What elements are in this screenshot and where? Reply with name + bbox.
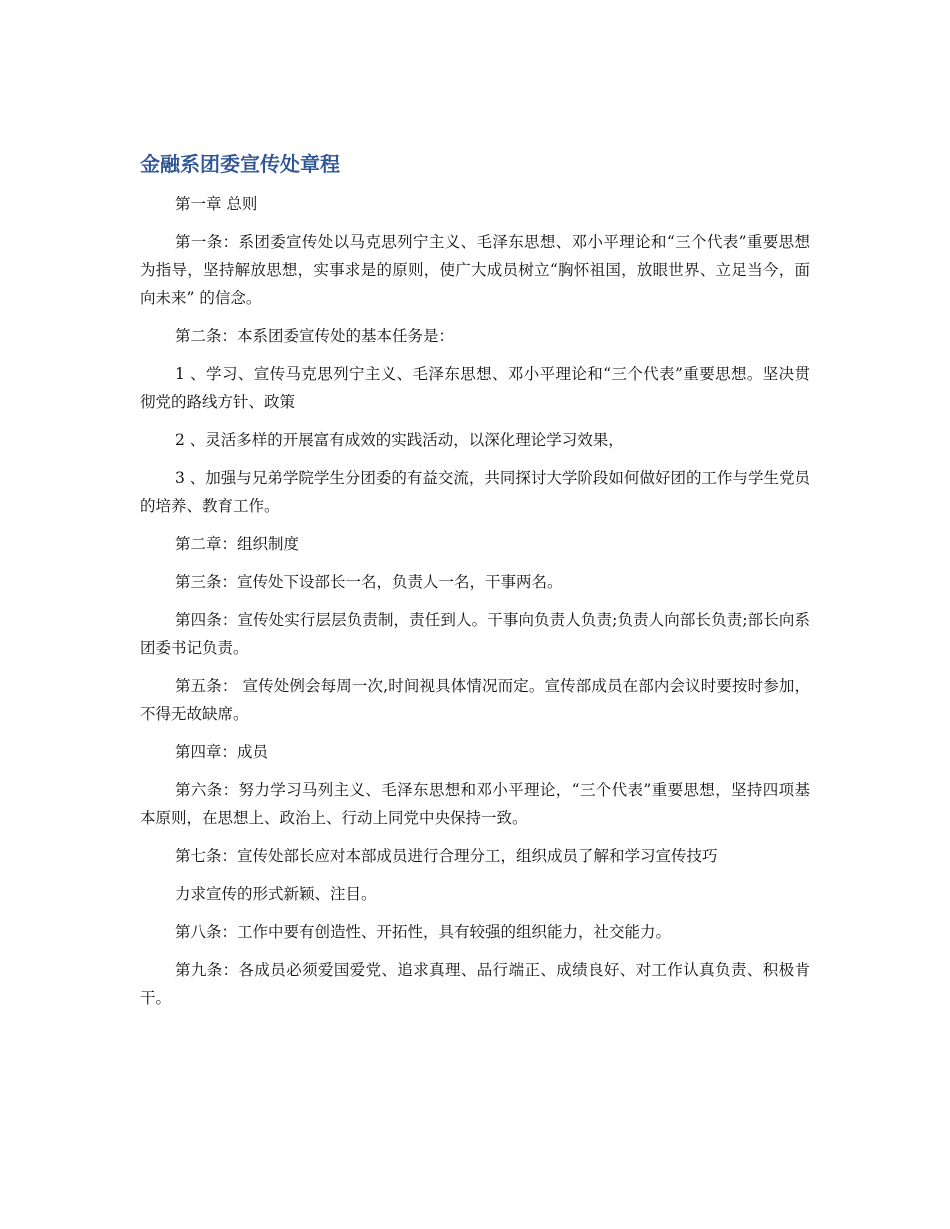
article-2: 第二条：本系团委宣传处的基本任务是： <box>175 327 455 345</box>
article-7: 第七条：宣传处部长应对本部成员进行合理分工，组织成员了解和学习宣传技巧 <box>175 847 718 865</box>
chapter-1-heading: 第一章 总则 <box>175 195 258 213</box>
document-page <box>140 148 810 1022</box>
article-2-item-2: 2 、灵活多样的开展富有成效的实践活动，以深化理论学习效果， <box>175 431 624 449</box>
article-2-item-3: 3 、加强与兄弟学院学生分团委的有益交流，共同探讨大学阶段如何做好团的工作与学生党员的培养、教育工作。 <box>140 469 810 515</box>
chapter-4-heading: 第四章：成员 <box>175 743 269 761</box>
article-7-continuation: 力求宣传的形式新颖、注目。 <box>175 885 377 903</box>
article-3: 第三条：宣传处下设部长一名，负责人一名，干事两名。 <box>175 573 563 591</box>
article-8: 第八条：工作中要有创造性、开拓性，具有较强的组织能力，社交能力。 <box>175 923 672 941</box>
article-1: 第一条：系团委宣传处以马克思列宁主义、毛泽东思想、邓小平理论和“三个代表”重要思想为指导，坚持解放思想，实事求是的原则，使广大成员树立“胸怀祖国，放眼世界、立足当今，面向未来” 的信念。 <box>140 233 810 307</box>
article-4: 第四条：宣传处实行层层负责制，责任到人。干事向负责人负责;负责人向部长负责;部长向系团委书记负责。 <box>140 611 810 657</box>
document-title: 金融系团委宣传处章程 <box>140 152 340 176</box>
article-2-item-1: 1 、学习、宣传马克思列宁主义、毛泽东思想、邓小平理论和“三个代表”重要思想。坚决贯彻党的路线方针、政策 <box>140 365 810 411</box>
chapter-2-heading: 第二章：组织制度 <box>175 535 300 553</box>
article-9: 第九条：各成员必须爱国爱党、追求真理、品行端正、成绩良好、对工作认真负责、积极肯干。 <box>140 961 810 1007</box>
article-6: 第六条：努力学习马列主义、毛泽东思想和邓小平理论，“三个代表”重要思想，坚持四项基本原则，在思想上、政治上、行动上同党中央保持一致。 <box>140 781 810 827</box>
article-5: 第五条： 宣传处例会每周一次,时间视具体情况而定。宣传部成员在部内会议时要按时参加，不得无故缺席。 <box>140 677 810 723</box>
